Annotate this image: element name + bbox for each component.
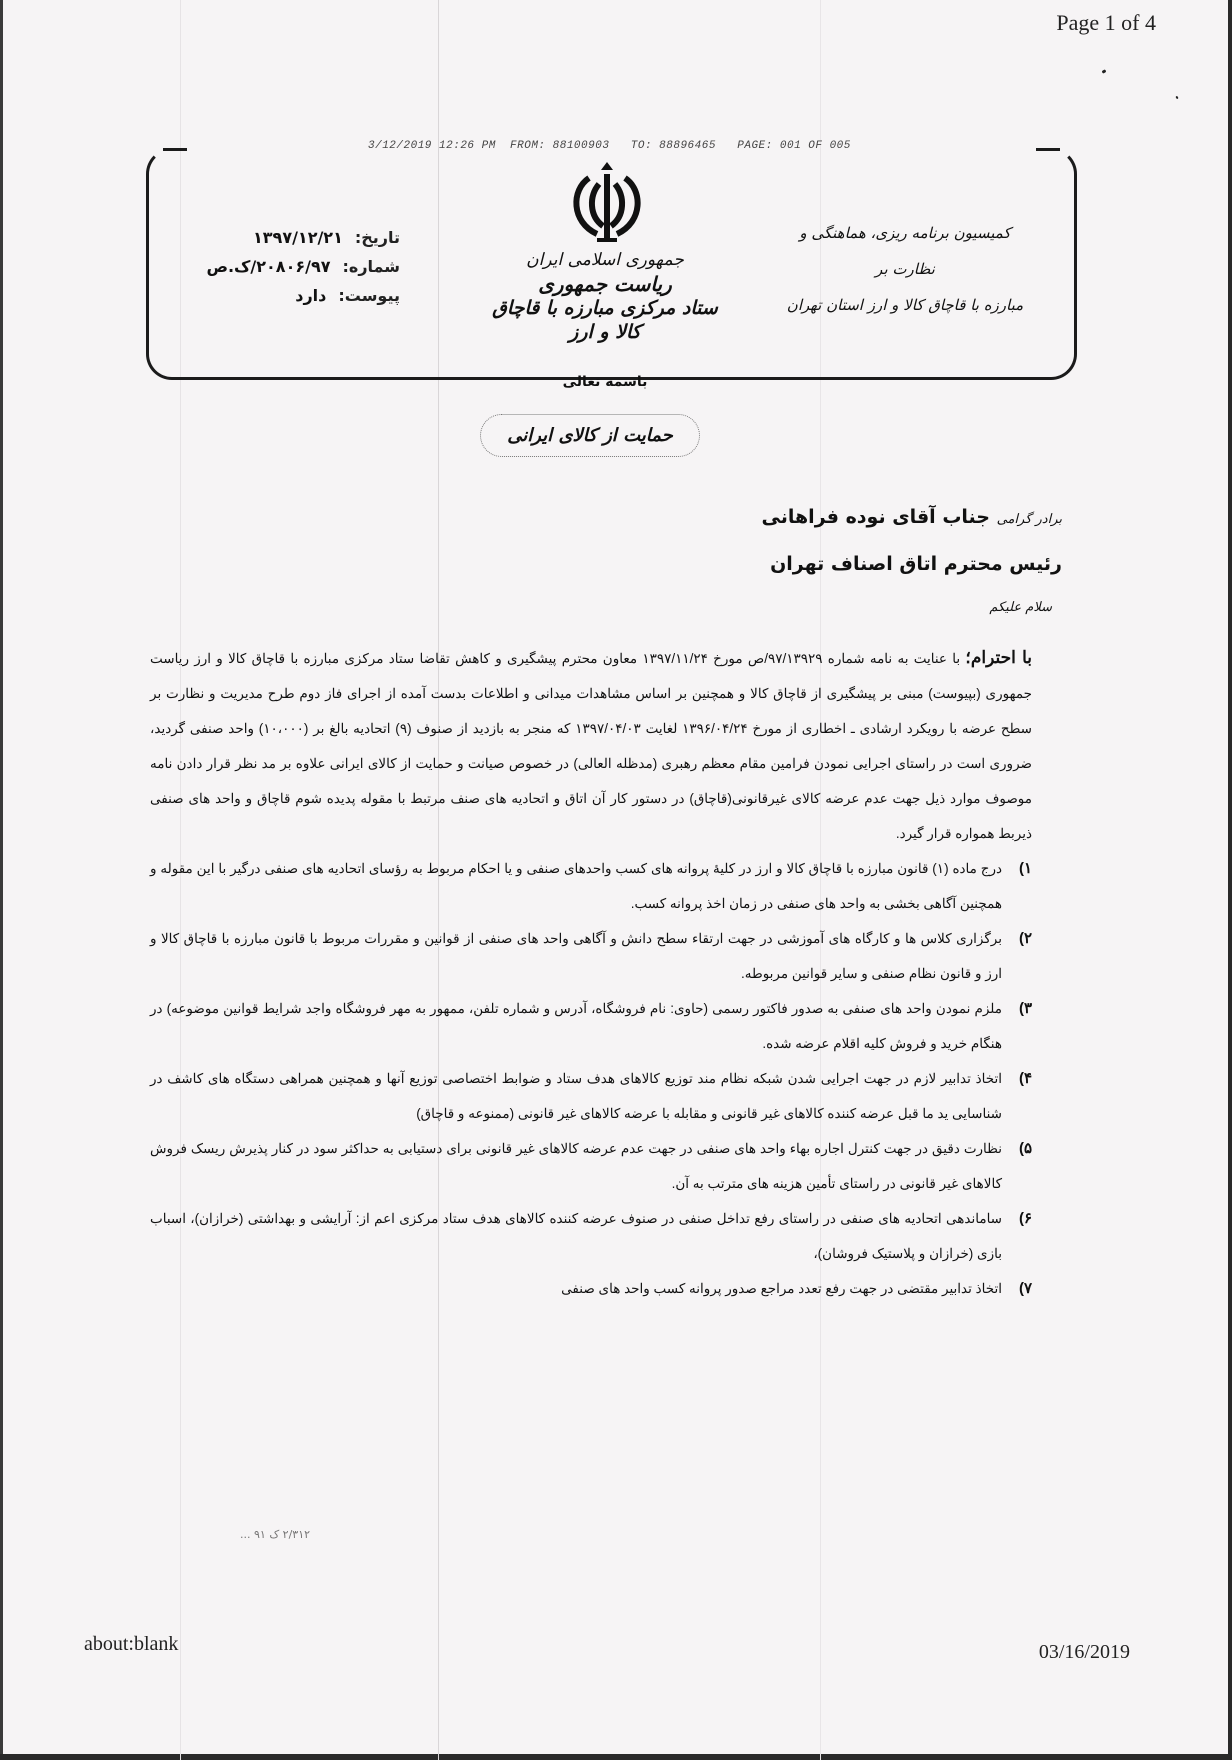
scan-speck — [1102, 69, 1107, 74]
list-item: ۳) ملزم نمودن واحد های صنفی به صدور فاکتور رسمی (حاوی: نام فروشگاه، آدرس و شماره تلفن، ممهور به مهر فروشگاه واجد شرایط قوانین موضوعه) در هنگام خرید و فروش کلیه اقلام عرضه شده. — [150, 1000, 1032, 1051]
letter-body — [150, 640, 1032, 1306]
salutation: سلام علیکم — [989, 600, 1052, 615]
list-item: ۱) درج ماده (۱) قانون مبارزه با قاچاق کالا و ارز در کلیهٔ پروانه های کسب واحدهای صنفی و یا احکام مربوط به رؤسای اتحادیه های صنفی درگیر با این مقوله و همچنین آگاهی بخشی به واحد های صنفی در زمان اخذ پروانه کسب. — [150, 860, 1032, 911]
addressee-title: رئیس محترم اتاق اصناف تهران — [770, 553, 1062, 575]
letter-meta — [170, 228, 400, 315]
basmala: باسمه تعالی — [562, 374, 648, 390]
slogan-text: حمایت از کالای ایرانی — [480, 414, 700, 457]
meta-attachment: پیوست: دارد — [295, 286, 400, 305]
scan-speck — [1175, 96, 1178, 100]
commission-title: کمیسیون برنامه ریزی، هماهنگی و نظارت بر مبارزه با قاچاق کالا و ارز استان تهران — [786, 224, 1024, 314]
scan-edge-bottom — [0, 1754, 1232, 1760]
fax-header: 3/12/2019 12:26 PM FROM: 88100903 TO: 88896465 PAGE: 001 OF 005 — [368, 140, 851, 152]
list-item: ۶) ساماندهی اتحادیه های صنفی در راستای رفع تداخل صنفی در صنوف عرضه کننده کالاهای هدف ستاد مرکزی اعم از: آرایشی و بهداشتی (خرازان)، اسباب بازی (خرازان و پلاستیک فروشان)، — [150, 1210, 1032, 1261]
slogan-badge — [440, 400, 740, 470]
list-item: ۵) نظارت دقیق در جهت کنترل اجاره بهاء واحد های صنفی در جهت عدم عرضه کالاهای غیر قانونی برای دستیابی به حداکثر سود در کنار پذیرش ریسک فروش کالاهای غیر قانونی در راستای تأمین هزینه های مترتب به آن. — [150, 1140, 1032, 1191]
intro-paragraph: با احترام؛ با عنایت به نامه شماره ۹۷/۱۳۹۲۹/ص مورخ ۱۳۹۷/۱۱/۲۴ معاون محترم پیشگیری و کاهش تقاضا ستاد مرکزی مبارزه با قاچاق کالا و ارز ریاست جمهوری (بپیوست) مبنی بر پیشگیری از قاچاق کالا و همچنین بر اساس مشاهدات میدانی و اطلاعات بدست آمده از اجرای فاز دوم طرح مدیریت و نظارت بر سطح عرضه با رویکرد ارشادی ـ اخطاری از مورخ ۱۳۹۶/۰۴/۲۴ لغایت ۱۳۹۷/۰۴/۰۳ که منجر به بازدید از صنوف (۹) اتحادیه بالغ بر (۱۰،۰۰۰) واحد صنفی گردید، ضروری است در راستای اجرایی نمودن فرامین مقام معظم رهبری (مدظله العالی) در خصوص صیانت و حمایت از کالای ایرانی علاوه بر مد نظر قرار دادن نامه موصوف موارد ذیل جهت عدم عرضه کالای غیرقانونی(قاچاق) در دستور کار آن اتاق و اتحادیه های صنف مرتبط با مقوله پدیده شوم قاچاق و واحد های صنفی ذیربط همواره قرار گیرد. — [150, 648, 1032, 841]
iran-emblem-icon — [567, 160, 647, 250]
list-item: ۴) اتخاذ تدابیر لازم در جهت اجرایی شدن شبکه نظام مند توزیع کالاهای هدف ستاد و ضوابط اختصاصی توزیع آنها و همچنین همراهی دستگاه های کاشف در شناسایی ید ما قبل عرضه کننده کالاهای غیر قانونی و مقابله با عرضه کالاهای غیر قانونی (ممنوعه و قاچاق) — [150, 1070, 1032, 1121]
addressee-prefix: برادر گرامی — [996, 512, 1062, 527]
print-url: about:blank — [84, 1633, 179, 1655]
scan-edge-left — [0, 0, 3, 1760]
fax-footer-fragment: ۲/۳۱۲ ک ۹۱ ... — [240, 1528, 311, 1541]
page-indicator: Page 1 of 4 — [1056, 10, 1156, 35]
meta-date: تاریخ: ۱۳۹۷/۱۲/۲۱ — [253, 228, 400, 247]
list-item: ۲) برگزاری کلاس ها و کارگاه های آموزشی در جهت ارتقاء سطح دانش و آگاهی واحد های صنفی از قوانین و مقررات مربوط با قانون مبارزه با قاچاق کالا و ارز و قانون نظام صنفی و سایر قوانین مربوطه. — [150, 930, 1032, 981]
list-item: ۷) اتخاذ تدابیر مقتضی در جهت رفع تعدد مراجع صدور پروانه کسب واحد های صنفی — [561, 1280, 1032, 1297]
meta-number: شماره: ۲۰۸۰۶/۹۷/ک.ص — [206, 257, 400, 276]
print-date: 03/16/2019 — [1038, 1641, 1130, 1663]
addressee-name: جناب آقای نوده فراهانی — [761, 506, 990, 528]
addressee — [762, 495, 1062, 586]
scan-edge-right — [1228, 0, 1232, 1760]
organization-title: جمهوری اسلامی ایران ریاست جمهوری ستاد مرکزی مبارزه با قاچاق کالا و ارز — [492, 250, 718, 343]
